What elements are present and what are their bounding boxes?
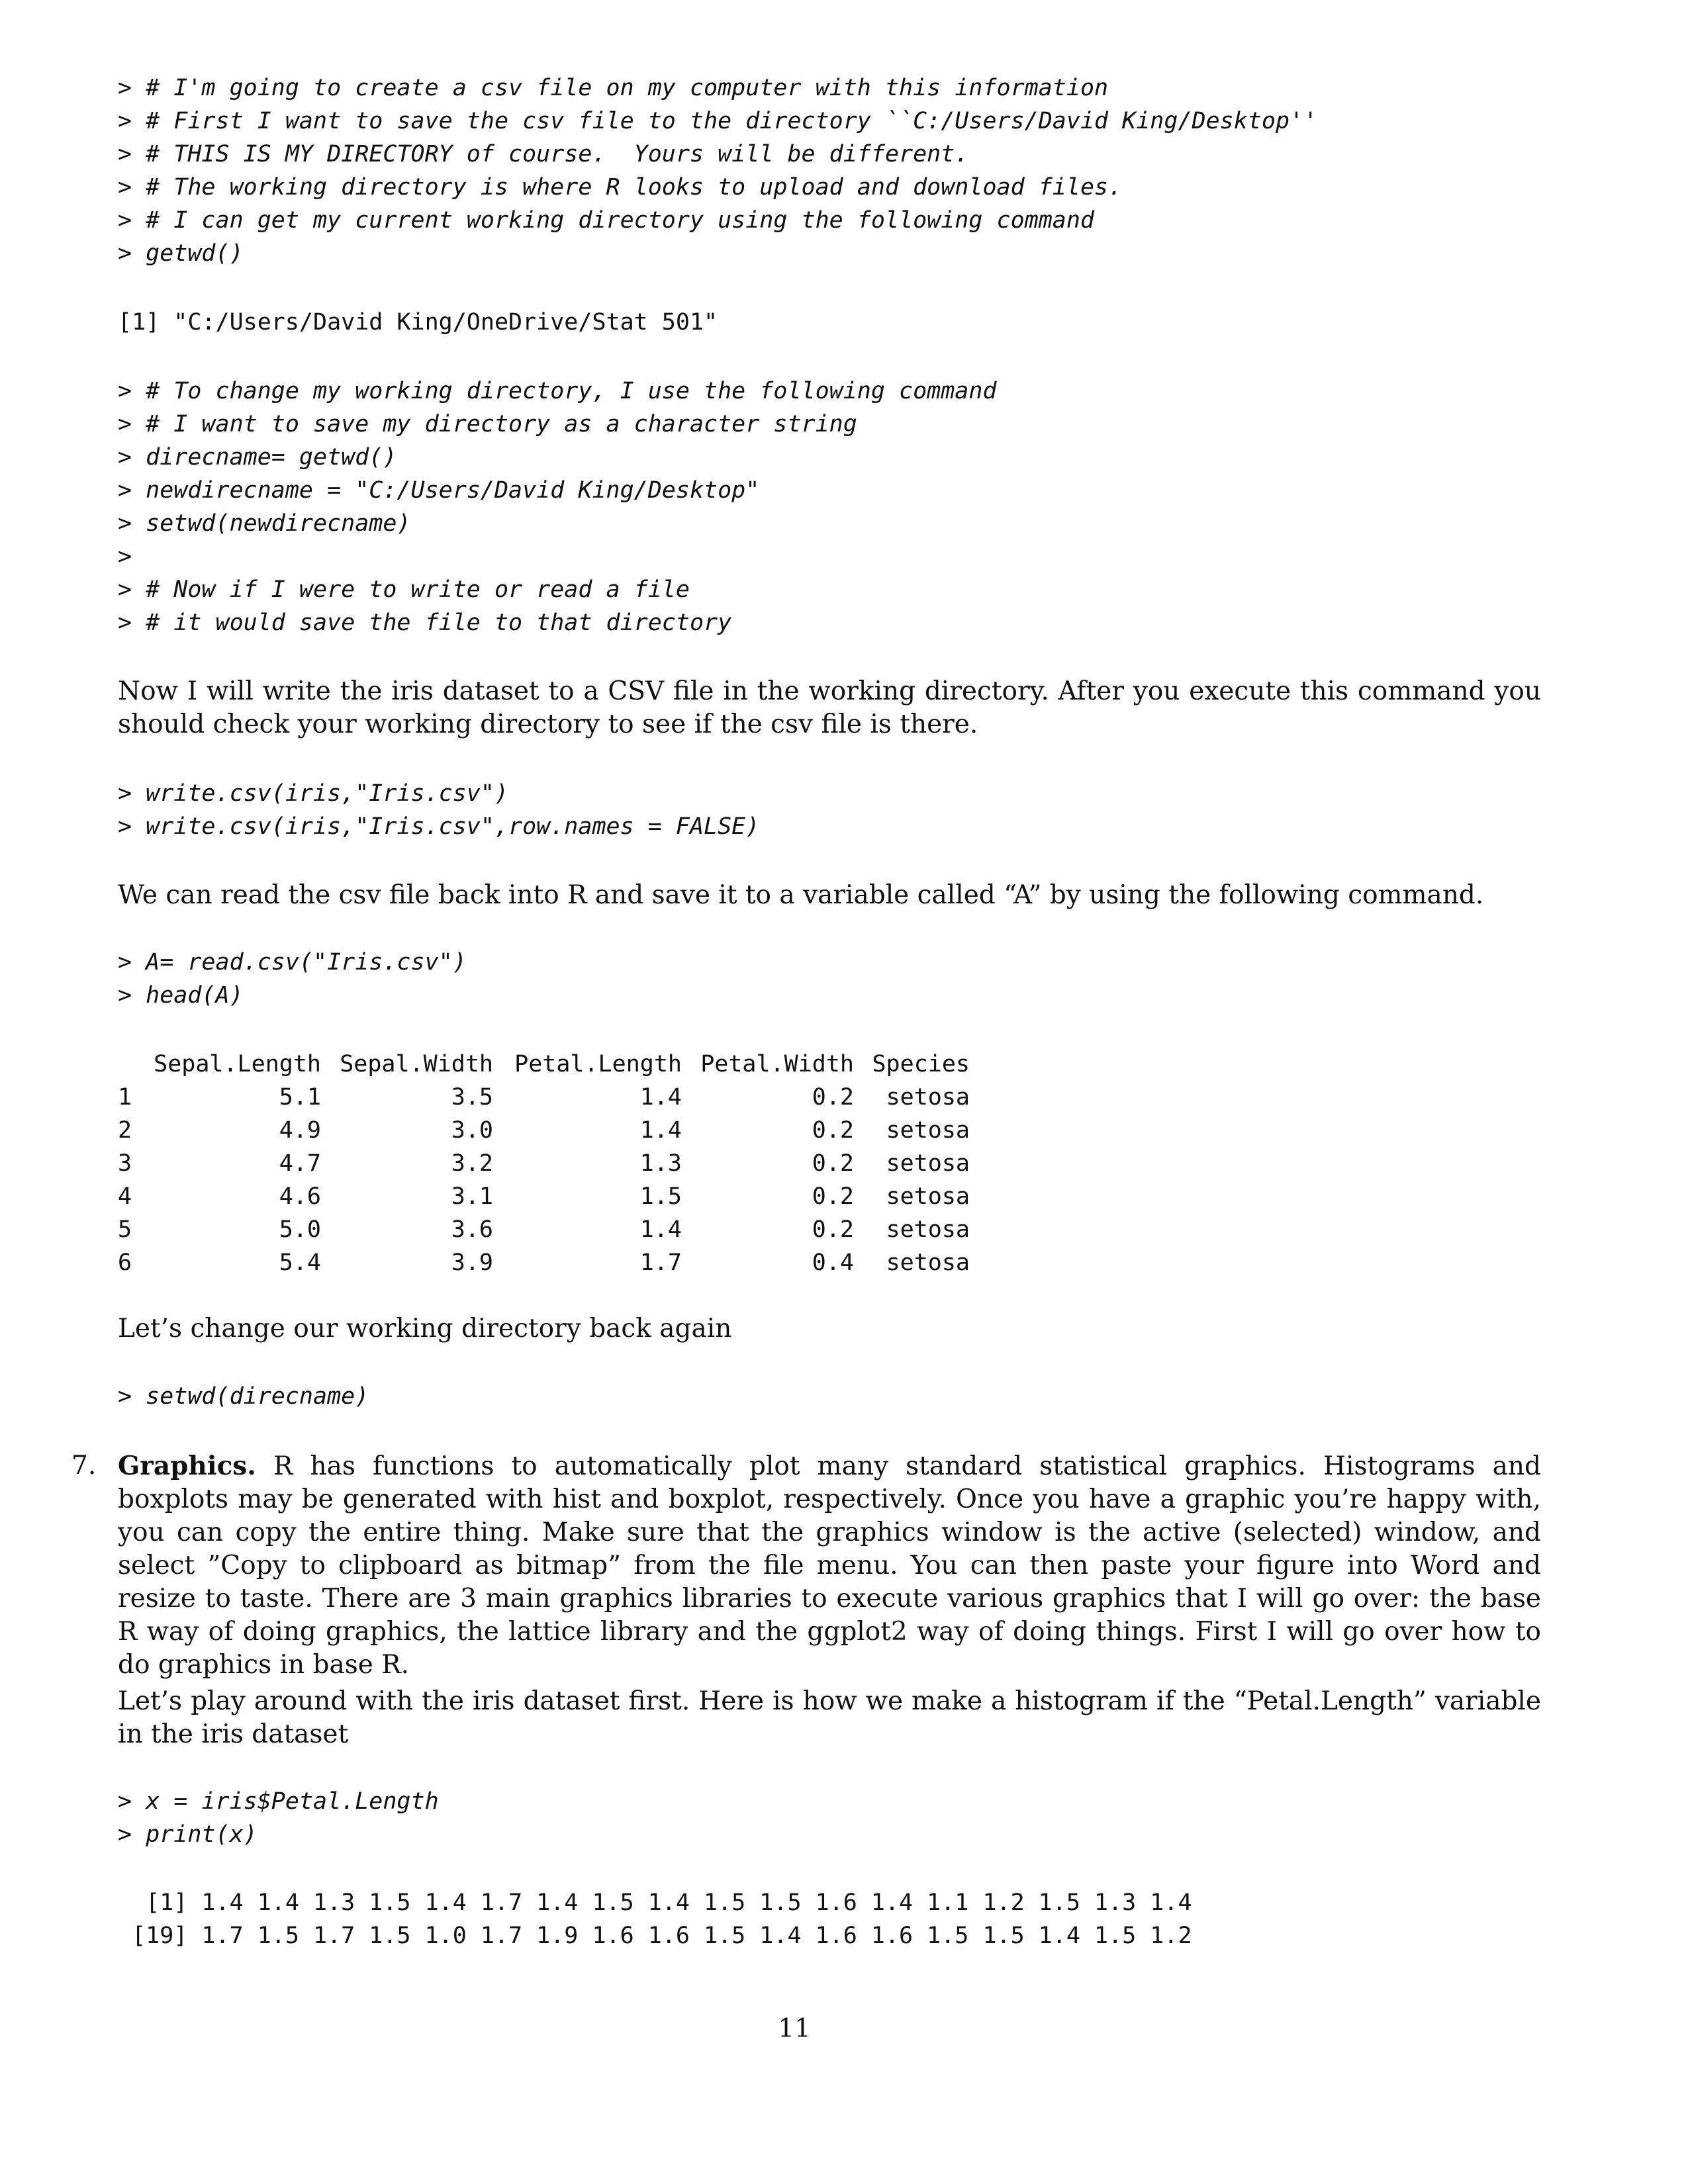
- table-cell: 1.5: [639, 1183, 682, 1210]
- table-cell: setosa: [886, 1084, 970, 1111]
- table-cell: 0.2: [812, 1117, 854, 1144]
- code-line: > # To change my working directory, I use the following command: [118, 378, 997, 404]
- code-line: > # I can get my current working directory using the following command: [118, 207, 1095, 234]
- table-body: [118, 1081, 970, 1279]
- code-line: > x = iris$Petal.Length: [118, 1788, 439, 1815]
- list-item-number: 7.: [71, 1451, 97, 1480]
- table-header-cell: Petal.Length: [514, 1051, 682, 1077]
- table-cell: 4: [118, 1183, 132, 1210]
- code-line: > head(A): [118, 982, 244, 1009]
- table-row: [118, 1213, 970, 1246]
- table-header-cell: [118, 1048, 148, 1081]
- r-output: [1] "C:/Users/David King/OneDrive/Stat 501": [118, 309, 718, 336]
- table-cell: 1.3: [639, 1150, 682, 1177]
- table-header-cell: Sepal.Width: [340, 1051, 493, 1077]
- section-paragraph: [118, 1449, 1541, 1682]
- table-cell: 5: [118, 1216, 132, 1243]
- table-row: [118, 1180, 970, 1213]
- table-cell: 0.2: [812, 1216, 854, 1243]
- table-cell: 5.4: [279, 1250, 321, 1276]
- table-cell: setosa: [886, 1117, 970, 1144]
- table-cell: 5.0: [279, 1216, 321, 1243]
- table-cell: 6: [118, 1250, 132, 1276]
- table-cell: 4.9: [279, 1117, 321, 1144]
- table-cell: 3.5: [451, 1084, 493, 1111]
- table-cell: 4.7: [279, 1150, 321, 1177]
- table-header-cell: Sepal.Length: [154, 1051, 321, 1077]
- section-heading: Graphics.: [118, 1451, 256, 1481]
- code-line: > # Now if I were to write or read a file: [118, 576, 690, 603]
- table-cell: 3: [118, 1150, 132, 1177]
- table-cell: 3.0: [451, 1117, 493, 1144]
- table-cell: 3.1: [451, 1183, 493, 1210]
- r-output: [1] 1.4 1.4 1.3 1.5 1.4 1.7 1.4 1.5 1.4 1.5 1.5 1.6 1.4 1.1 1.2 1.5 1.3 1.4: [118, 1889, 1192, 1916]
- table-cell: 3.9: [451, 1250, 493, 1276]
- code-line: > setwd(direcname): [118, 1383, 369, 1410]
- paragraph: Let’s change our working directory back again: [118, 1314, 732, 1343]
- code-line: > getwd(): [118, 240, 244, 267]
- table-cell: setosa: [886, 1216, 970, 1243]
- paragraph: Let’s play around with the iris dataset first. Here is how we make a histogram if the “Petal.Length” variable in the iris dataset: [118, 1686, 1541, 1749]
- paragraph: Now I will write the iris dataset to a CSV file in the working directory. After you execute this command you should check your working directory to see if the csv file is there.: [118, 676, 1541, 739]
- head-output-table: [118, 1048, 970, 1279]
- table-cell: setosa: [886, 1250, 970, 1276]
- code-line: > # THIS IS MY DIRECTORY of course. Yours will be different.: [118, 141, 969, 167]
- table-cell: 1.4: [639, 1117, 682, 1144]
- table-row: [118, 1147, 970, 1180]
- code-line: > # I want to save my directory as a character string: [118, 411, 857, 437]
- code-line: > A= read.csv("Iris.csv"): [118, 949, 467, 976]
- table-cell: setosa: [886, 1183, 970, 1210]
- table-cell: 2: [118, 1117, 132, 1144]
- table-cell: 0.2: [812, 1150, 854, 1177]
- r-output: [19] 1.7 1.5 1.7 1.5 1.0 1.7 1.9 1.6 1.6 1.5 1.4 1.6 1.6 1.5 1.5 1.4 1.5 1.2: [118, 1923, 1192, 1949]
- code-line: > # I'm going to create a csv file on my computer with this information: [118, 75, 1109, 101]
- table-row: [118, 1081, 970, 1114]
- table-cell: 0.4: [812, 1250, 854, 1276]
- table-cell: 3.6: [451, 1216, 493, 1243]
- code-line: > print(x): [118, 1821, 258, 1848]
- section-body: R has functions to automatically plot many standard statistical graphics. Histograms and boxplots may be generated with hist and boxplot, respectively. Once you have a graphic you’re happy with, you can copy the entire thing. Make sure that the graphics window is the active (selected) window, and select ”Copy to clipboard as bitmap” from the file menu. You can then paste your figure into Word and resize to taste. There are 3 main graphics libraries to execute various graphics that I will go over: the base R way of doing graphics, the lattice library and the ggplot2 way of doing things. First I will go over how to do graphics in base R.: [118, 1451, 1541, 1680]
- table-cell: 4.6: [279, 1183, 321, 1210]
- table-cell: 1.7: [639, 1250, 682, 1276]
- table-cell: 1: [118, 1084, 132, 1111]
- code-line: > newdirecname = "C:/Users/David King/Desktop": [118, 477, 760, 504]
- table-cell: 1.4: [639, 1084, 682, 1111]
- code-line: > # it would save the file to that directory: [118, 610, 732, 636]
- code-line: > direcname= getwd(): [118, 444, 397, 471]
- paragraph: We can read the csv file back into R and save it to a variable called “A” by using the following command.: [118, 880, 1484, 910]
- table-cell: 5.1: [279, 1084, 321, 1111]
- code-line: > # The working directory is where R looks to upload and download files.: [118, 174, 1123, 201]
- table-cell: 3.2: [451, 1150, 493, 1177]
- code-line: > write.csv(iris,"Iris.csv",row.names = FALSE): [118, 813, 760, 840]
- code-line: > setwd(newdirecname): [118, 510, 411, 537]
- table-row: [118, 1246, 970, 1279]
- code-line: >: [118, 543, 132, 570]
- table-cell: 0.2: [812, 1183, 854, 1210]
- table-cell: 1.4: [639, 1216, 682, 1243]
- table-cell: 0.2: [812, 1084, 854, 1111]
- table-row: [118, 1114, 970, 1147]
- table-header-cell: Species: [872, 1051, 970, 1077]
- code-line: > write.csv(iris,"Iris.csv"): [118, 780, 509, 807]
- code-line: > # First I want to save the csv file to the directory ``C:/Users/David King/Desktop'': [118, 108, 1318, 134]
- table-header-cell: Petal.Width: [700, 1051, 854, 1077]
- table-header-row: [118, 1048, 970, 1081]
- table-cell: setosa: [886, 1150, 970, 1177]
- page-number: 11: [778, 2014, 811, 2044]
